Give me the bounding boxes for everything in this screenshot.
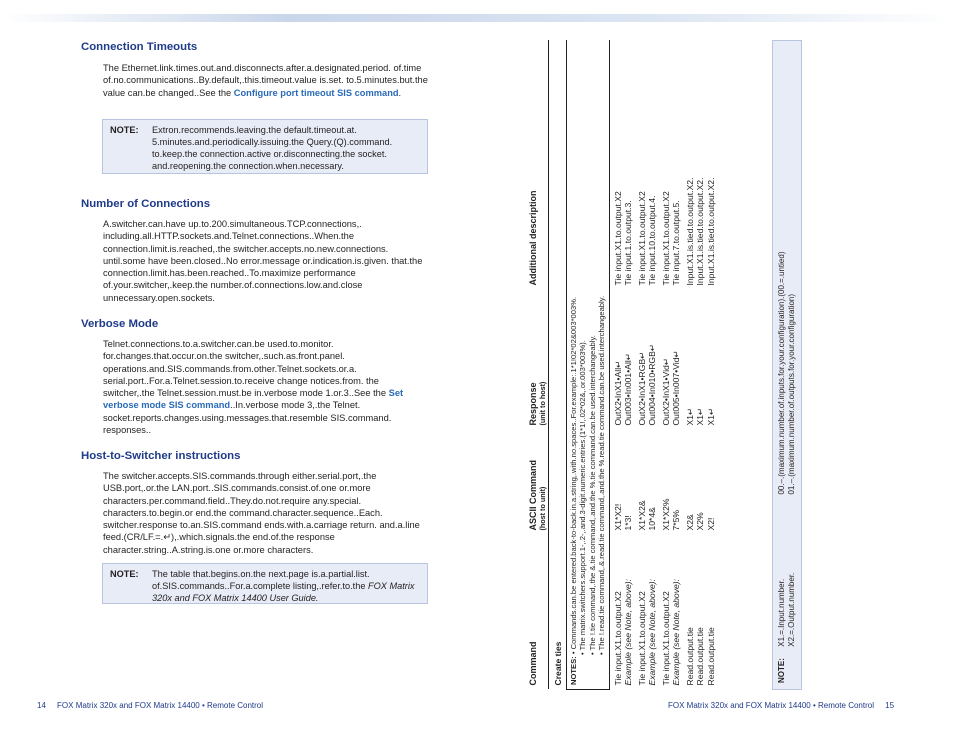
notes-cell [566, 40, 609, 690]
section-title-host: Host-to-Switcher instructions [81, 450, 241, 462]
note-label: NOTE: [110, 125, 139, 135]
cell-description: Tie input.10.to.output.4. [647, 195, 658, 286]
header-response-sub: (unit to host) [538, 381, 547, 426]
table-row [658, 40, 672, 690]
note-host-text: The table that.begins.on.the next.page is.a.partial.list. of.SIS.commands..For.a.complete listing,.refer.to.the [152, 569, 370, 591]
cell-command: Tie input.X1.to.output.X2 [660, 591, 671, 686]
cell-description: Tie input.7.to.output.5. [671, 200, 682, 286]
paragraph-timeouts [103, 62, 433, 99]
cell-ascii: X1*X2% [660, 498, 671, 531]
cell-command: Example (see Note, above): [623, 578, 634, 686]
var2-label: X2.=.Output.number. [787, 572, 796, 647]
var1-label: X1.=.Input.number. [777, 578, 786, 647]
note-label: NOTE: [110, 569, 139, 579]
header-command: Command [527, 535, 549, 690]
table-note-content [773, 41, 803, 691]
cell-description: Tie input.X1.to.output.X2 [660, 191, 671, 286]
cell-description: Tie input.X1.to.output.X2 [636, 191, 647, 286]
table-row [634, 40, 648, 690]
table-note-label: NOTE: [777, 658, 786, 683]
sis-command-table [527, 40, 767, 690]
cell-command: Read.output.tie [695, 627, 706, 686]
cell-ascii: X2& [684, 514, 695, 531]
table-row [671, 40, 682, 690]
variable-descriptions [777, 252, 797, 495]
section-title-timeouts: Connection Timeouts [81, 41, 198, 53]
cell-ascii: 7*5% [671, 509, 682, 531]
note-box-host [102, 563, 428, 604]
note-item: • The matrix.switchers.support.1-,.2-,.and.3-digit.numeric.entries.(1*1!,.02*02&,.or.003*003%). [578, 340, 588, 655]
table-row [706, 40, 717, 690]
cell-description: Input.X1.is.tied.to.output.X2. [684, 177, 695, 286]
cell-command: Read.output.tie [705, 627, 716, 686]
paragraph-connections: A.switcher.can.have up.to.200.simultaneous.TCP.connections,. including.all.HTTP.sockets.and.Telnet.connections..When.the connection.limit.is.reached,.the switcher.accepts.no.new.connections. until.some have been.closed..No error.message or.indication.is.given. that.the connection.limit.has.been.reached..To.maximize performance of.your.switcher,.keep.the number.of.connections.low.and.close unnecessary.open.sockets. [103, 219, 423, 303]
cell-response: X1↵ [705, 407, 716, 426]
cell-response: X1↵ [695, 407, 706, 426]
cell-ascii: X1*X2& [636, 500, 647, 531]
page-number-left: 14 [37, 701, 46, 710]
note-text [152, 568, 421, 604]
cell-ascii: X1*X2! [612, 503, 623, 531]
section-title-connections: Number of Connections [81, 198, 211, 210]
notes-row [566, 40, 609, 690]
header-response [527, 290, 549, 430]
cell-ascii: X2! [705, 517, 716, 531]
table-header-row [527, 40, 549, 690]
cell-response: Out004•In010•RGB↵ [647, 343, 658, 426]
cell-ascii: 1*3! [623, 515, 634, 531]
cell-response: OutX2•InX1•RGB↵ [636, 351, 647, 426]
cell-command: Example (see Note, above): [671, 578, 682, 686]
cell-command: Tie input.X1.to.output.X2 [612, 591, 623, 686]
section-title-verbose: Verbose Mode [81, 318, 159, 330]
var1-desc: 00.–.(maximum.number.of.inputs.for.your.configuration).(00.=.untied) [777, 251, 786, 495]
configure-port-timeout-link[interactable]: Configure port timeout SIS command [233, 87, 399, 98]
cell-response: Out003•In001•All↵ [623, 353, 634, 426]
cell-response: Out005•In007•Vid↵ [671, 350, 682, 426]
footer-text-right: FOX Matrix 320x and FOX Matrix 14400 • Remote Control [668, 701, 874, 710]
group-create-ties: Create ties [553, 641, 563, 686]
table-row [682, 40, 696, 690]
cell-command: Read.output.tie [684, 627, 695, 686]
table-note-box [772, 40, 802, 690]
header-ascii-label: ASCII Command [528, 459, 538, 531]
verbose-text-end: ..In.verbose mode 3,.the Telnet. socket.reports.changes.using.messages.that.resemble SIS.command. responses.. [103, 400, 392, 436]
table-row [695, 40, 706, 690]
table-row [609, 40, 623, 690]
cell-description: Tie input.1.to.output.3. [623, 200, 634, 286]
cell-ascii: X2% [695, 512, 706, 531]
cell-command: Tie input.X1.to.output.X2 [636, 591, 647, 686]
rotated-table-wrapper [527, 40, 767, 690]
cell-description: Tie input.X1.to.output.X2 [612, 191, 623, 286]
group-row [549, 40, 567, 690]
verbose-text: Telnet.connections.to.a.switcher.can.be used.to.monitor. for.changes.that.occur.on.the switcher,.such.as.front.panel. operations.and.SIS.commands.from.other.Telnet.sockets.or.a. serial.port..For.a.Telnet.session.to.receive change notices.from. the switcher,.the Telnet.session.must.be in.verbose mode 1.or.3..See the [103, 339, 389, 399]
cell-description: Input.X1.is.tied.to.output.X2. [695, 177, 706, 286]
note-item: • The !.tie command,.the &.tie command,.and.the %.tie command.can.be used.interchangeably. [587, 335, 597, 655]
note-item: • The !.read.tie command,.&.read.tie command,.and.the %.read.tie command.can.be used.interchangeably. [597, 295, 607, 655]
footer-text-left: FOX Matrix 320x and FOX Matrix 14400 • Remote Control [57, 701, 264, 710]
paragraph-verbose [103, 338, 433, 436]
note-host-guide-title: FOX Matrix 320x and FOX Matrix 14400 User Guide. [152, 581, 415, 603]
cell-description: Input.X1.is.tied.to.output.X2. [705, 177, 716, 286]
timeouts-text: The Ethernet.link.times.out.and.disconnects.after.a.designated.period. of.time of.no.communications..By.default,.this.timeout.value is.set. to.5.minutes.but.the value can.be changed..See the [103, 63, 428, 98]
table-row [647, 40, 658, 690]
set-verbose-mode-link[interactable]: Set verbose mode SIS command [103, 388, 404, 411]
cell-command: Example (see Note, above): [647, 578, 658, 686]
note-item: • Commands.can.be entered.back-to-back.in.a.string,.with.no.spaces..For.example:.1*1!02*02&003*003%. [568, 296, 578, 655]
header-response-label: Response [528, 382, 538, 426]
note-text: Extron.recommends.leaving.the default.timeout.at. 5.minutes.and.periodically.issuing.the Query.(Q).command. to.keep.the connection.active or.disconnecting.the socket. and.reopening.the connection.when.necessary. [152, 125, 393, 171]
page-number-right: 15 [885, 701, 895, 710]
header-ascii-sub: (host to unit) [538, 486, 547, 531]
paragraph-host: The switcher.accepts.SIS.commands.through either.serial.port,.the USB.port,.or.the LAN.port..SIS.commands.consist.of.one or.more characters.per.command.field..They.do.not.require any.special. characters.to.begin.or end.the command.character.sequence..Each. switcher.response to.an.SIS.command ends.with.a.carriage return. and.a.line feed.(CR/LF.=.↵),.which.signals.the end.of.the response character.string..A.string.is.one or.more characters. [103, 471, 420, 555]
header-ascii [527, 430, 549, 535]
table-row [623, 40, 634, 690]
variable-labels [777, 497, 797, 647]
cell-ascii: 10*4& [647, 507, 658, 531]
cell-response: OutX2•InX1•Vid↵ [660, 357, 671, 426]
footer-left [37, 701, 263, 710]
timeouts-text-end: . [398, 87, 402, 98]
notes-label: NOTES: [568, 656, 578, 685]
cell-response: X1↵ [684, 407, 695, 426]
var2-desc: 01.–.(maximum.number.of.outputs.for.your.configuration) [787, 293, 796, 495]
note-box-timeouts [102, 119, 428, 174]
cell-response: OutX2•InX1•All↵ [612, 360, 623, 426]
footer-right [668, 701, 894, 710]
header-description: Additional description [527, 40, 549, 290]
